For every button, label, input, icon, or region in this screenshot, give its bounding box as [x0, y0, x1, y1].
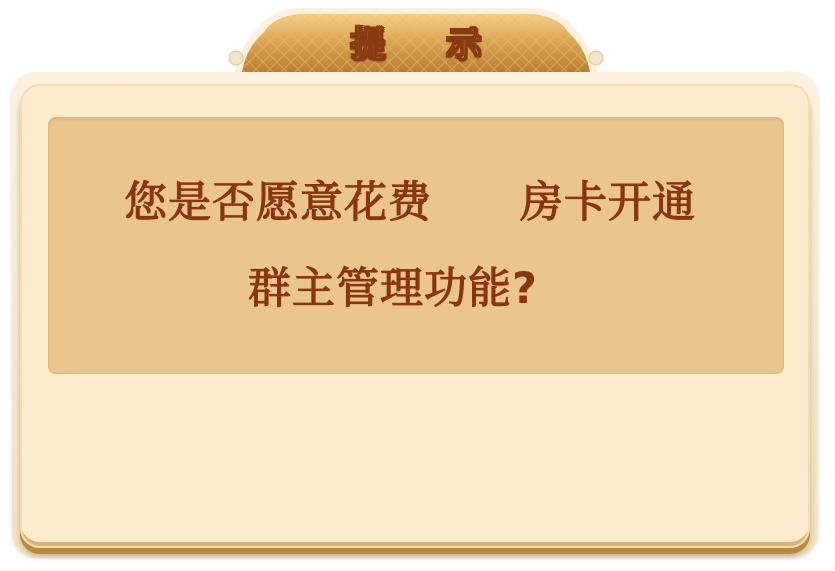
message-line1-part2: 房卡开通: [520, 178, 696, 228]
title-char-ti: 提: [351, 24, 385, 65]
dialog-title: [228, 16, 604, 66]
title-char-shi: 示: [447, 24, 481, 65]
message-line1-part1: 您是否愿意花费: [124, 178, 432, 228]
message-line2: 群主管理功能?: [248, 264, 538, 314]
title-tab: [228, 6, 604, 76]
message-box: [48, 117, 784, 374]
